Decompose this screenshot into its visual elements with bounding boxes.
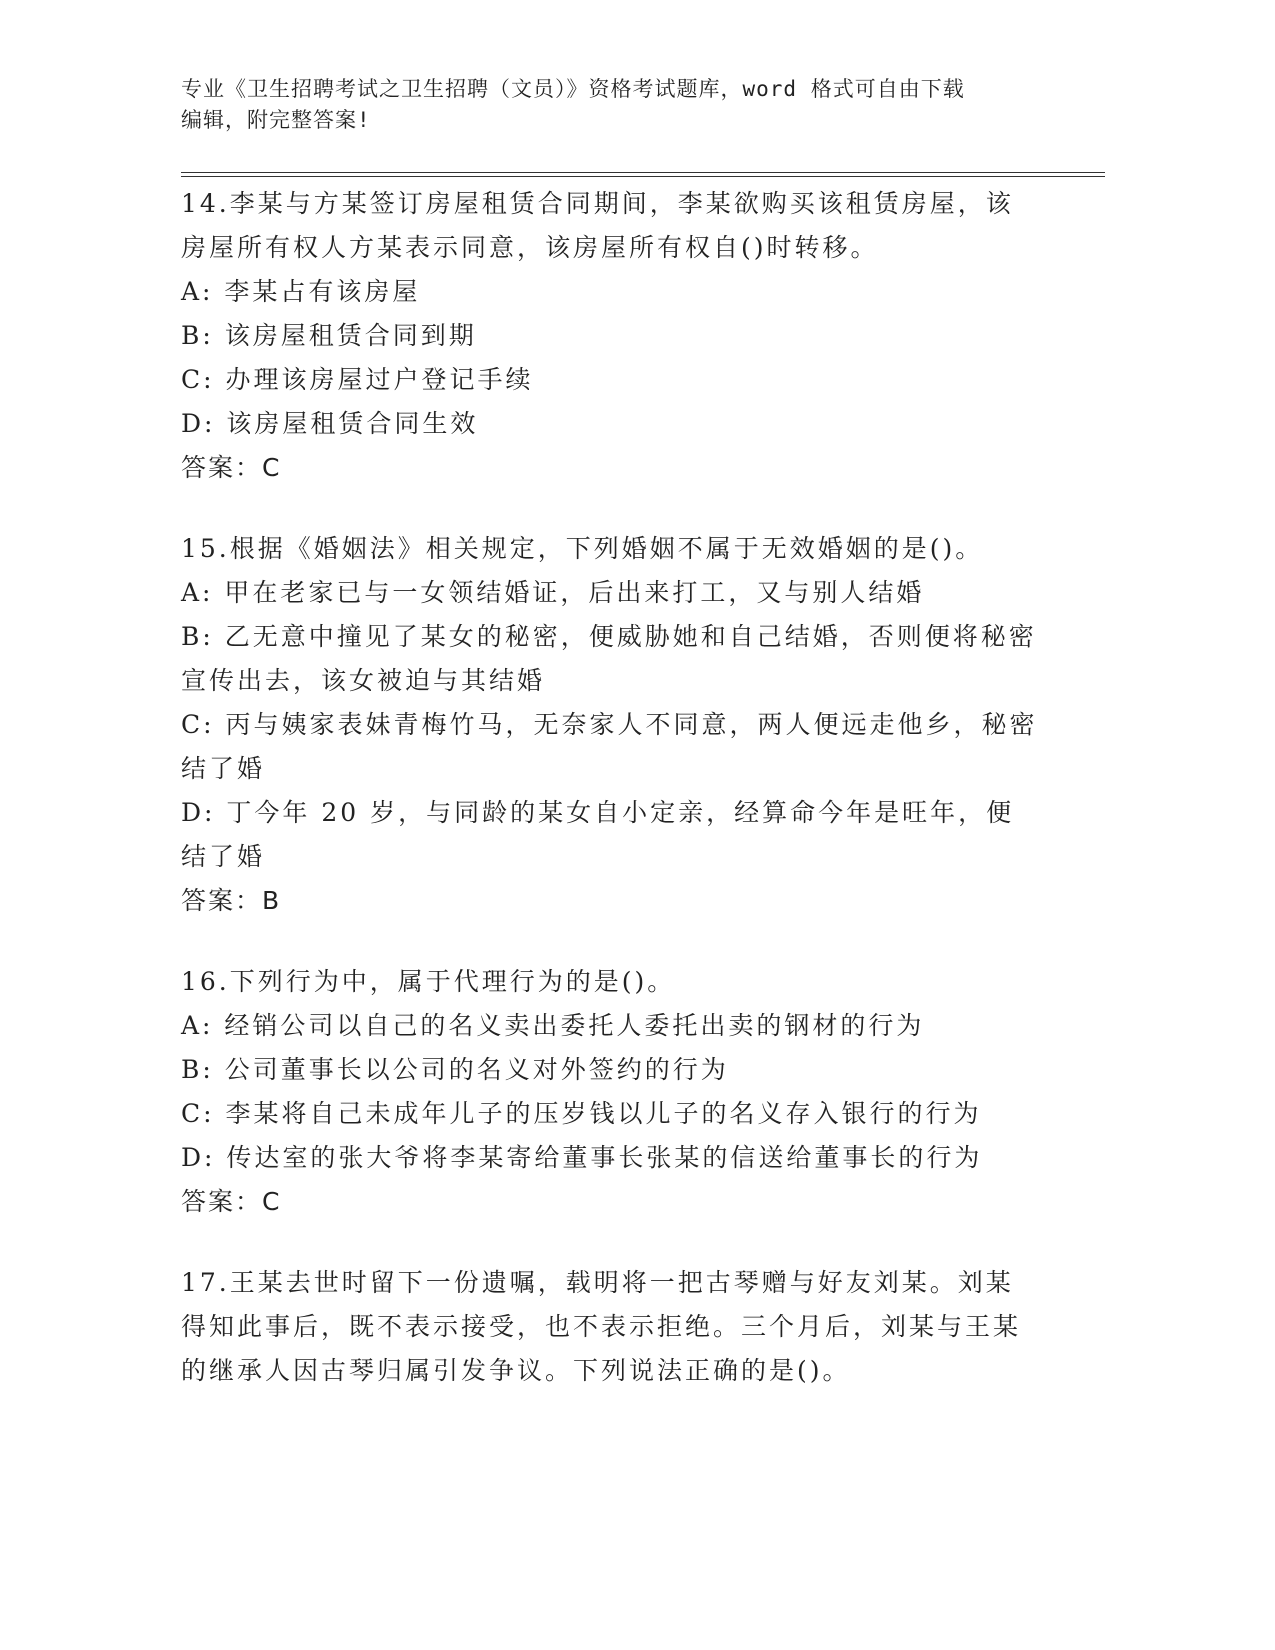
- question-14: [181, 182, 1041, 490]
- option-b: B: 该房屋租赁合同到期: [181, 321, 477, 350]
- option-b: B: 乙无意中撞见了某女的秘密，便威胁她和自己结婚，否则便将秘密宣传出去，该女被迫与其结婚: [181, 622, 1037, 695]
- question-list: [181, 182, 1041, 1430]
- option-a: A: 经销公司以自己的名义卖出委托人委托出卖的钢材的行为: [181, 1011, 925, 1040]
- answer-text: 答案：C: [181, 1187, 282, 1216]
- option-c: C: 办理该房屋过户登记手续: [181, 365, 534, 394]
- question-15: [181, 527, 1041, 923]
- answer-text: 答案：B: [181, 886, 282, 915]
- option-d: D: 传达室的张大爷将李某寄给董事长张某的信送给董事长的行为: [181, 1143, 983, 1172]
- question-stem: 14.李某与方某签订房屋租赁合同期间，李某欲购买该租赁房屋，该房屋所有权人方某表示同意，该房屋所有权自()时转移。: [181, 189, 1014, 262]
- question-16: [181, 960, 1041, 1224]
- option-c: C: 丙与姨家表妹青梅竹马，无奈家人不同意，两人便远走他乡，秘密结了婚: [181, 710, 1038, 783]
- option-d: D: 该房屋租赁合同生效: [181, 409, 479, 438]
- header-line-2: 编辑，附完整答案!: [181, 108, 371, 132]
- header-divider: [181, 172, 1105, 177]
- question-stem: 16.下列行为中，属于代理行为的是()。: [181, 967, 676, 996]
- question-stem: 15.根据《婚姻法》相关规定，下列婚姻不属于无效婚姻的是()。: [181, 534, 984, 563]
- option-a: A: 甲在老家已与一女领结婚证，后出来打工，又与别人结婚: [181, 578, 925, 607]
- option-d: D: 丁今年 20 岁，与同龄的某女自小定亲，经算命今年是旺年，便结了婚: [181, 798, 1015, 871]
- option-b: B: 公司董事长以公司的名义对外签约的行为: [181, 1055, 729, 1084]
- option-c: C: 李某将自己未成年儿子的压岁钱以儿子的名义存入银行的行为: [181, 1099, 982, 1128]
- option-a: A: 李某占有该房屋: [181, 277, 421, 306]
- question-stem: 17.王某去世时留下一份遗嘱，载明将一把古琴赠与好友刘某。刘某得知此事后，既不表示接受，也不表示拒绝。三个月后，刘某与王某的继承人因古琴归属引发争议。下列说法正确的是()。: [181, 1268, 1022, 1385]
- question-17: [181, 1261, 1041, 1393]
- header-line-1: 专业《卫生招聘考试之卫生招聘（文员）》资格考试题库，word 格式可自由下载: [181, 77, 965, 101]
- answer-text: 答案：C: [181, 453, 282, 482]
- document-header: [181, 74, 1041, 136]
